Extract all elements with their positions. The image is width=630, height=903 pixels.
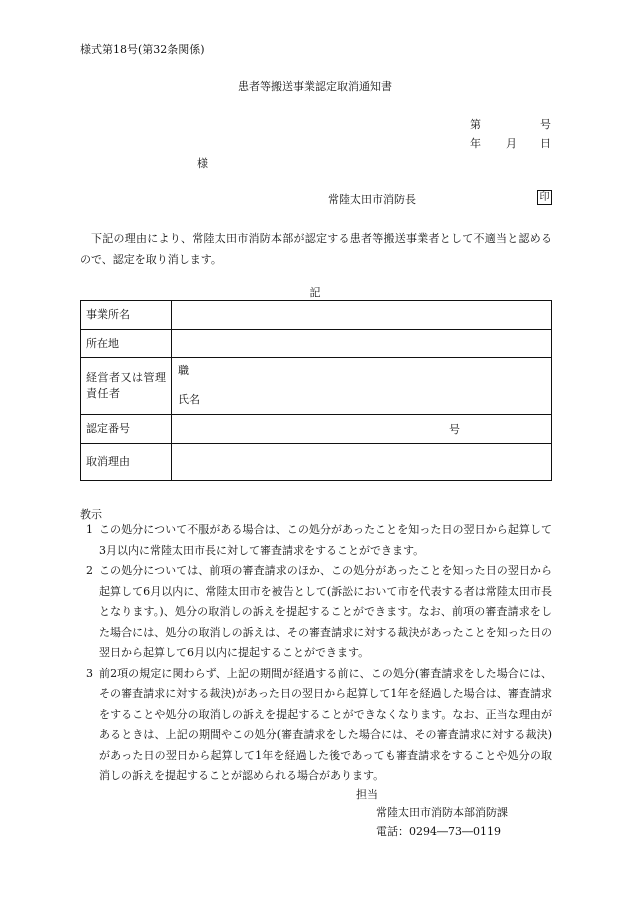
- date-day-label: 日: [540, 137, 551, 150]
- table-row-manager: [81, 358, 552, 415]
- table-row-business-name: [81, 301, 552, 330]
- instruction-text: この処分について不服がある場合は、この処分があったことを知った日の翌日から起算して3月以内に常陸太田市長に対して審査請求をすることができます。: [99, 523, 552, 557]
- date-month-label: 月: [506, 137, 517, 150]
- contact-phone: 電話：0294―73―0119: [376, 825, 501, 838]
- manager-label: 経営者又は管理責任者: [81, 358, 172, 415]
- instruction-number: 2: [86, 564, 93, 577]
- instruction-number: 3: [86, 666, 93, 680]
- location-label: 所在地: [81, 330, 172, 358]
- issuer-name: 常陸太田市消防長: [328, 193, 416, 206]
- table-row-reason: [81, 444, 552, 481]
- instruction-number: 1: [86, 523, 93, 536]
- instruction-text: 前2項の規定に関わらず、上記の期間が経過する前に、この処分(審査請求をした場合には、その審査請求に対する裁決)があった日の翌日から起算して1年を経過した場合は、審査請求をすることや処分の取消しの訴えを提起することができなくなります。なお、正当な理由があるときは、上記の期間やこの処分(審査請求をした場合には、その審査請求に対する裁決)があった日の翌日から起算して1年を経過した後であっても審査請求をすることや処分の取消しの訴えを提起することが認められる場合があります。: [99, 666, 552, 782]
- location-value: [172, 330, 552, 358]
- body-text: 下記の理由により、常陸太田市消防本部が認定する患者等搬送事業者として不適当と認めるので、認定を取り消します。: [80, 232, 552, 266]
- date-year-label: 年: [470, 137, 481, 150]
- cert-number-suffix: 号: [449, 423, 460, 436]
- instruction-item: [85, 561, 552, 664]
- reason-value: [172, 444, 552, 481]
- reason-label: 取消理由: [81, 444, 172, 481]
- business-name-value: [172, 301, 552, 330]
- table-row-location: [81, 330, 552, 358]
- instruction-item: [85, 520, 552, 561]
- recipient-honorific: 様: [197, 157, 208, 170]
- detail-table: [80, 300, 552, 481]
- document-title: 患者等搬送事業認定取消通知書: [238, 80, 392, 93]
- form-number: 様式第18号(第32条関係): [80, 43, 205, 56]
- full-name-label: 氏名: [178, 393, 200, 406]
- manager-value: [172, 358, 552, 415]
- ki-heading: 記: [309, 286, 321, 299]
- reference-number-suffix: 号: [540, 118, 551, 131]
- reference-number-prefix: 第: [470, 118, 481, 131]
- cert-number-value: [172, 415, 552, 444]
- business-name-label: 事業所名: [81, 301, 172, 330]
- table-row-cert-number: [81, 415, 552, 444]
- cert-number-label: 認定番号: [81, 415, 172, 444]
- position-label: 職: [178, 364, 189, 377]
- instructions-list: [85, 520, 552, 787]
- contact-person-label: 担当: [356, 788, 378, 801]
- instruction-item: [85, 664, 552, 787]
- seal-mark: 印: [537, 190, 552, 205]
- contact-department: 常陸太田市消防本部消防課: [376, 806, 508, 819]
- instruction-text: この処分については、前項の審査請求のほか、この処分があったことを知った日の翌日から起算して6月以内に、常陸太田市を被告として(訴訟において市を代表する者は常陸太田市長となります。)、処分の取消しの訴えを提起することができます。なお、前項の審査請求をした場合には、処分の取消しの訴えは、その審査請求に対する裁決があったことを知った日の翌日から起算して6月以内に提起することができます。: [99, 564, 552, 659]
- instructions-heading: 教示: [80, 508, 102, 521]
